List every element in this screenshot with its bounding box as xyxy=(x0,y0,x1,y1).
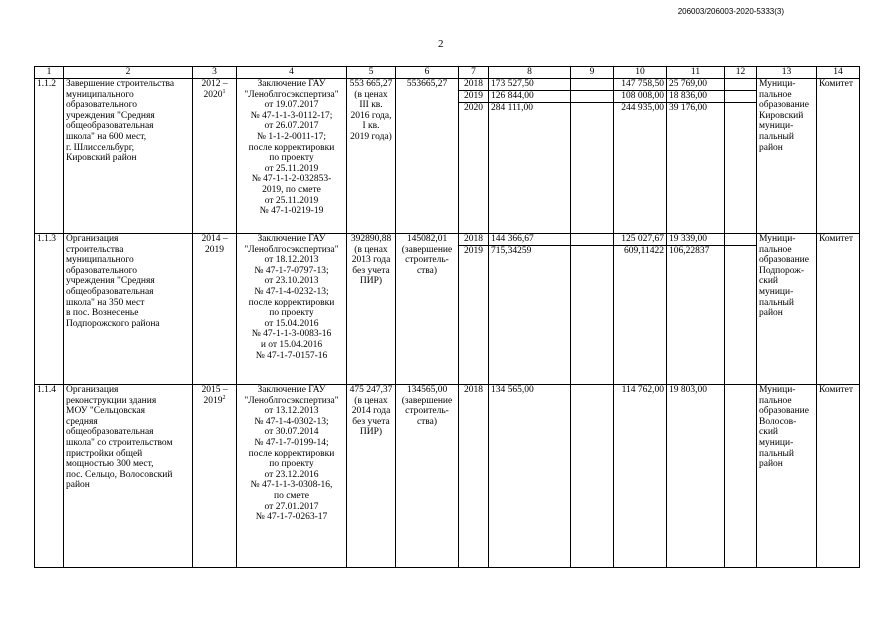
column-header-8: 8 xyxy=(489,67,571,79)
object-name-line: район xyxy=(66,480,90,491)
period-end xyxy=(195,245,234,256)
estimated-cost-line: без учета xyxy=(352,416,390,427)
local-budget-cell xyxy=(667,234,725,385)
col9-cell-value xyxy=(571,79,613,91)
estimated-cost-line: 553 665,27 xyxy=(349,79,393,89)
object-name-line: в пос. Вознесенье xyxy=(66,308,139,319)
year-cell xyxy=(459,234,489,385)
col9-cell xyxy=(571,79,614,234)
column-header-7: 7 xyxy=(459,67,489,79)
recipient-line: район xyxy=(759,142,783,153)
expertise-conclusion-line: № 47-1-1-3-0083-16 xyxy=(251,329,332,340)
col12-cell-value xyxy=(725,385,756,396)
local-budget-cell-value: 18 836,00 xyxy=(667,91,724,103)
local-budget-cell-value: 106,22837 xyxy=(669,246,710,256)
column-header-9: 9 xyxy=(571,67,614,79)
regional-budget-cell-value: 114 762,00 xyxy=(621,385,664,395)
expertise-conclusion-line: 2019, по смете xyxy=(262,184,321,195)
object-name-line: школа" на 600 мест, xyxy=(66,131,147,142)
expertise-conclusion-line: "Леноблгосэкспертиза" xyxy=(244,244,339,255)
recipient-line: пальный xyxy=(759,448,795,459)
column-header-4: 4 xyxy=(237,67,347,79)
remaining-cost xyxy=(396,234,459,385)
expertise-conclusion-line: Заключение ГАУ xyxy=(257,234,326,244)
expertise-conclusion-line: № 47-1-7-0797-13; xyxy=(254,265,329,276)
expertise-conclusion-line: от 30.07.2014 xyxy=(264,427,319,438)
expertise-conclusion-line: от 18.12.2013 xyxy=(264,255,319,266)
local-budget-cell-value: 19 803,00 xyxy=(669,385,707,395)
program-table xyxy=(34,66,860,568)
expertise-conclusion-line: и от 15.04.2016 xyxy=(260,339,323,350)
column-header-3: 3 xyxy=(193,67,237,79)
remaining-cost-line: строитель- xyxy=(405,255,449,266)
total-cell xyxy=(489,79,571,234)
estimated-cost xyxy=(347,79,396,234)
object-name-line: пос. Сельцо, Волосовский xyxy=(66,469,173,480)
regional-budget-cell-value: 147 758,50 xyxy=(614,79,666,91)
period-end xyxy=(195,90,234,101)
column-header-6: 6 xyxy=(396,67,459,79)
total-cell-value: 144 366,67 xyxy=(489,234,570,246)
estimated-cost-line: 392890,88 xyxy=(350,234,392,244)
page-number: 2 xyxy=(438,38,444,50)
table-row xyxy=(35,385,860,568)
object-name-line: Подпорожского района xyxy=(66,318,160,329)
footnote-marker: 1 xyxy=(222,88,226,95)
year-cell-value: 2018 xyxy=(464,385,483,395)
object-name-line: реконструкции здания xyxy=(66,395,157,406)
expertise-conclusion-line: № 47-1-7-0199-14; xyxy=(254,437,329,448)
recipient-line: пальный xyxy=(759,297,795,308)
period-start: 2012 – xyxy=(201,79,228,89)
estimated-cost-line: 2016 года, xyxy=(350,110,392,121)
expertise-conclusion xyxy=(237,79,347,234)
regional-budget-cell-value: 609,11422 xyxy=(623,246,664,256)
expertise-conclusion xyxy=(237,234,347,385)
estimated-cost-line: ПИР) xyxy=(359,427,383,438)
expertise-conclusion-line: № 47-1-4-0232-13; xyxy=(254,286,329,297)
object-name-line: пристройки общей xyxy=(66,448,143,459)
expertise-conclusion-line: № 47-1-7-0263-17 xyxy=(255,512,328,523)
recipient xyxy=(757,234,817,385)
object-name-line: образовательного xyxy=(66,265,138,276)
expertise-conclusion-line: от 15.04.2016 xyxy=(264,318,319,329)
object-name-line: учреждения "Средняя xyxy=(66,110,155,121)
year-cell xyxy=(459,79,489,234)
expertise-conclusion-line: по проекту xyxy=(269,308,314,319)
expertise-conclusion-line: № 47-1-4-0302-13; xyxy=(254,416,329,427)
object-name-line: строительства xyxy=(66,244,124,255)
estimated-cost-line: (в ценах xyxy=(354,244,388,255)
document-id: 206003/206003-2020-5333(3) xyxy=(677,7,784,16)
expertise-conclusion-line: от 23.12.2016 xyxy=(264,469,319,480)
object-name-line: Кировский район xyxy=(66,153,137,164)
remaining-cost-line: строитель- xyxy=(405,406,449,417)
expertise-conclusion-line: № 47-1-1-2-032853- xyxy=(251,174,332,185)
period-start: 2015 – xyxy=(201,385,228,395)
year-cell xyxy=(459,385,489,568)
estimated-cost-line: 2019 года) xyxy=(350,131,392,142)
regional-budget-cell xyxy=(614,234,667,385)
expertise-conclusion-line: № 1-1-2-0011-17; xyxy=(256,131,327,142)
recipient-line: муници- xyxy=(759,286,794,297)
year-cell-value: 2019 xyxy=(459,91,488,103)
period-end-year: 2020 xyxy=(203,89,223,100)
expertise-conclusion-line: от 26.07.2017 xyxy=(264,121,319,132)
object-name-line: общеобразовательная xyxy=(66,286,154,297)
column-header-2: 2 xyxy=(64,67,193,79)
expertise-conclusion-line: № 47-1-1-3-0112-17; xyxy=(250,110,333,121)
col12-cell-value xyxy=(725,79,756,91)
table-body xyxy=(35,79,860,568)
period-start: 2014 – xyxy=(201,234,228,244)
expertise-conclusion-line: "Леноблгосэкспертиза" xyxy=(244,89,339,100)
recipient-line: Муници- xyxy=(759,79,796,89)
year-cell-value: 2018 xyxy=(459,234,488,246)
remaining-cost-line: 134565,00 xyxy=(406,385,448,395)
expertise-conclusion-line: № 47-1-1-3-0308-16, xyxy=(250,480,333,491)
recipient-line: Кировский xyxy=(759,110,804,121)
estimated-cost-line: 2014 года xyxy=(351,406,391,417)
estimated-cost xyxy=(347,234,396,385)
object-name xyxy=(64,79,193,234)
remaining-cost-line: ства) xyxy=(416,416,438,427)
object-name xyxy=(64,234,193,385)
expertise-conclusion-line: Заключение ГАУ xyxy=(257,385,326,395)
recipient-line: муници- xyxy=(759,437,794,448)
construction-period xyxy=(193,385,237,568)
estimated-cost xyxy=(347,385,396,568)
recipient-line: пальное xyxy=(759,395,792,406)
object-name-line: муниципального xyxy=(66,255,134,266)
expertise-conclusion-line: по проекту xyxy=(269,459,314,470)
expertise-conclusion-line: по смете xyxy=(273,490,310,501)
col12-cell-value xyxy=(725,103,756,115)
object-name-line: муниципального xyxy=(66,89,134,100)
object-name-line: г. Шлиссельбург, xyxy=(66,142,134,153)
expertise-conclusion-line: по проекту xyxy=(269,153,314,164)
year-cell-value: 2019 xyxy=(464,246,483,256)
recipient-line: пальный xyxy=(759,131,795,142)
object-name-line: школа" со строительством xyxy=(66,437,173,448)
col9-cell-value xyxy=(571,234,613,246)
col9-cell-value xyxy=(571,103,613,115)
expertise-conclusion-line: № 47-1-7-0157-16 xyxy=(255,350,328,361)
expertise-conclusion-line: от 27.01.2017 xyxy=(264,501,319,512)
executor: Комитет xyxy=(817,79,860,234)
recipient xyxy=(757,385,817,568)
recipient-line: Волосов- xyxy=(759,416,797,427)
regional-budget-cell-value: 244 935,00 xyxy=(621,103,664,113)
construction-period xyxy=(193,234,237,385)
recipient-line: Муници- xyxy=(759,385,796,395)
object-name-line: Завершение строительства xyxy=(66,79,175,89)
col9-cell xyxy=(571,385,614,568)
object-name-line: общеобразовательная xyxy=(66,121,154,132)
expertise-conclusion-line: от 13.12.2013 xyxy=(264,406,319,417)
remaining-cost-line: (завершение xyxy=(401,395,453,406)
remaining-cost-line: 553665,27 xyxy=(406,79,448,89)
col12-cell-value xyxy=(725,91,756,103)
local-budget-cell-value: 39 176,00 xyxy=(669,103,707,113)
expertise-conclusion-line: после корректировки xyxy=(248,297,335,308)
table-row xyxy=(35,234,860,385)
regional-budget-cell xyxy=(614,79,667,234)
col12-cell xyxy=(725,234,757,385)
recipient-line: образование xyxy=(759,406,809,417)
estimated-cost-line: ПИР) xyxy=(359,276,383,287)
local-budget-cell-value: 25 769,00 xyxy=(667,79,724,91)
expertise-conclusion-line: от 23.10.2013 xyxy=(264,276,319,287)
recipient-line: Подпорож- xyxy=(759,265,804,276)
total-cell-value: 126 844,00 xyxy=(489,91,570,103)
estimated-cost-line: III кв. xyxy=(359,100,383,111)
expertise-conclusion-line: от 19.07.2017 xyxy=(264,100,319,111)
executor: Комитет xyxy=(817,385,860,568)
recipient-line: муници- xyxy=(759,121,794,132)
footnote-marker: 2 xyxy=(222,394,226,401)
total-cell xyxy=(489,234,571,385)
recipient-line: ский xyxy=(759,427,778,438)
object-name-line: МОУ "Сельцовская xyxy=(66,406,146,417)
recipient-line: район xyxy=(759,308,783,319)
total-cell-value: 715,34259 xyxy=(491,246,532,256)
expertise-conclusion-line: "Леноблгосэкспертиза" xyxy=(244,395,339,406)
object-name-line: Организация xyxy=(66,385,119,395)
object-name-line: учреждения "Средняя xyxy=(66,276,155,287)
column-header-1: 1 xyxy=(35,67,64,79)
total-cell-value: 134 565,00 xyxy=(491,385,534,395)
period-end-year: 2019 xyxy=(203,395,223,406)
year-cell-value: 2020 xyxy=(464,103,483,113)
regional-budget-cell-value: 125 027,67 xyxy=(614,234,666,246)
col12-cell-value xyxy=(725,246,756,258)
column-header-14: 14 xyxy=(817,67,860,79)
remaining-cost xyxy=(396,385,459,568)
object-name-line: Организация xyxy=(66,234,119,244)
row-number: 1.1.4 xyxy=(35,385,64,568)
period-end-year: 2019 xyxy=(205,244,224,255)
expertise-conclusion-line: от 25.11.2019 xyxy=(264,195,319,206)
column-header-11: 11 xyxy=(667,67,725,79)
year-cell-value: 2018 xyxy=(459,79,488,91)
local-budget-cell xyxy=(667,385,725,568)
col12-cell xyxy=(725,385,757,568)
recipient-line: район xyxy=(759,459,783,470)
remaining-cost-line: ства) xyxy=(416,265,438,276)
expertise-conclusion-line: Заключение ГАУ xyxy=(257,79,326,89)
column-header-10: 10 xyxy=(614,67,667,79)
executor: Комитет xyxy=(817,234,860,385)
total-cell-value: 173 527,50 xyxy=(489,79,570,91)
row-number: 1.1.3 xyxy=(35,234,64,385)
recipient-line: пальное xyxy=(759,244,792,255)
remaining-cost-line: (завершение xyxy=(401,244,453,255)
object-name xyxy=(64,385,193,568)
recipient-line: образование xyxy=(759,100,809,111)
object-name-line: школа" на 350 мест xyxy=(66,297,145,308)
estimated-cost-line: без учета xyxy=(352,265,390,276)
estimated-cost-line: 475 247,37 xyxy=(349,385,393,395)
total-cell-value: 284 111,00 xyxy=(491,103,534,113)
object-name-line: средняя xyxy=(66,416,98,427)
recipient-line: Муници- xyxy=(759,234,796,244)
construction-period xyxy=(193,79,237,234)
expertise-conclusion xyxy=(237,385,347,568)
recipient-line: ский xyxy=(759,276,778,287)
table-row xyxy=(35,79,860,234)
col9-cell-value xyxy=(571,385,613,396)
object-name-line: общеобразовательная xyxy=(66,427,154,438)
col12-cell xyxy=(725,79,757,234)
column-header-13: 13 xyxy=(757,67,817,79)
expertise-conclusion-line: от 25.11.2019 xyxy=(264,163,319,174)
column-header-12: 12 xyxy=(725,67,757,79)
recipient xyxy=(757,79,817,234)
regional-budget-cell-value: 108 008,00 xyxy=(614,91,666,103)
col9-cell xyxy=(571,234,614,385)
estimated-cost-line: I кв. xyxy=(362,121,380,132)
col12-cell-value xyxy=(725,234,756,246)
col9-cell-value xyxy=(571,91,613,103)
object-name-line: образовательного xyxy=(66,100,138,111)
regional-budget-cell xyxy=(614,385,667,568)
recipient-line: пальное xyxy=(759,89,792,100)
object-name-line: мощностью 300 мест, xyxy=(66,459,154,470)
local-budget-cell-value: 19 339,00 xyxy=(667,234,724,246)
col9-cell-value xyxy=(571,246,613,258)
column-number-row xyxy=(35,67,860,79)
local-budget-cell xyxy=(667,79,725,234)
estimated-cost-line: 2013 года xyxy=(351,255,391,266)
total-cell xyxy=(489,385,571,568)
recipient-line: образование xyxy=(759,255,809,266)
estimated-cost-line: (в ценах xyxy=(354,395,388,406)
expertise-conclusion-line: после корректировки xyxy=(248,448,335,459)
column-header-5: 5 xyxy=(347,67,396,79)
expertise-conclusion-line: после корректировки xyxy=(248,142,335,153)
expertise-conclusion-line: № 47-1-0219-19 xyxy=(259,206,324,217)
period-end xyxy=(195,396,234,407)
remaining-cost-line: 145082,01 xyxy=(406,234,448,244)
remaining-cost xyxy=(396,79,459,234)
row-number: 1.1.2 xyxy=(35,79,64,234)
estimated-cost-line: (в ценах xyxy=(354,89,388,100)
